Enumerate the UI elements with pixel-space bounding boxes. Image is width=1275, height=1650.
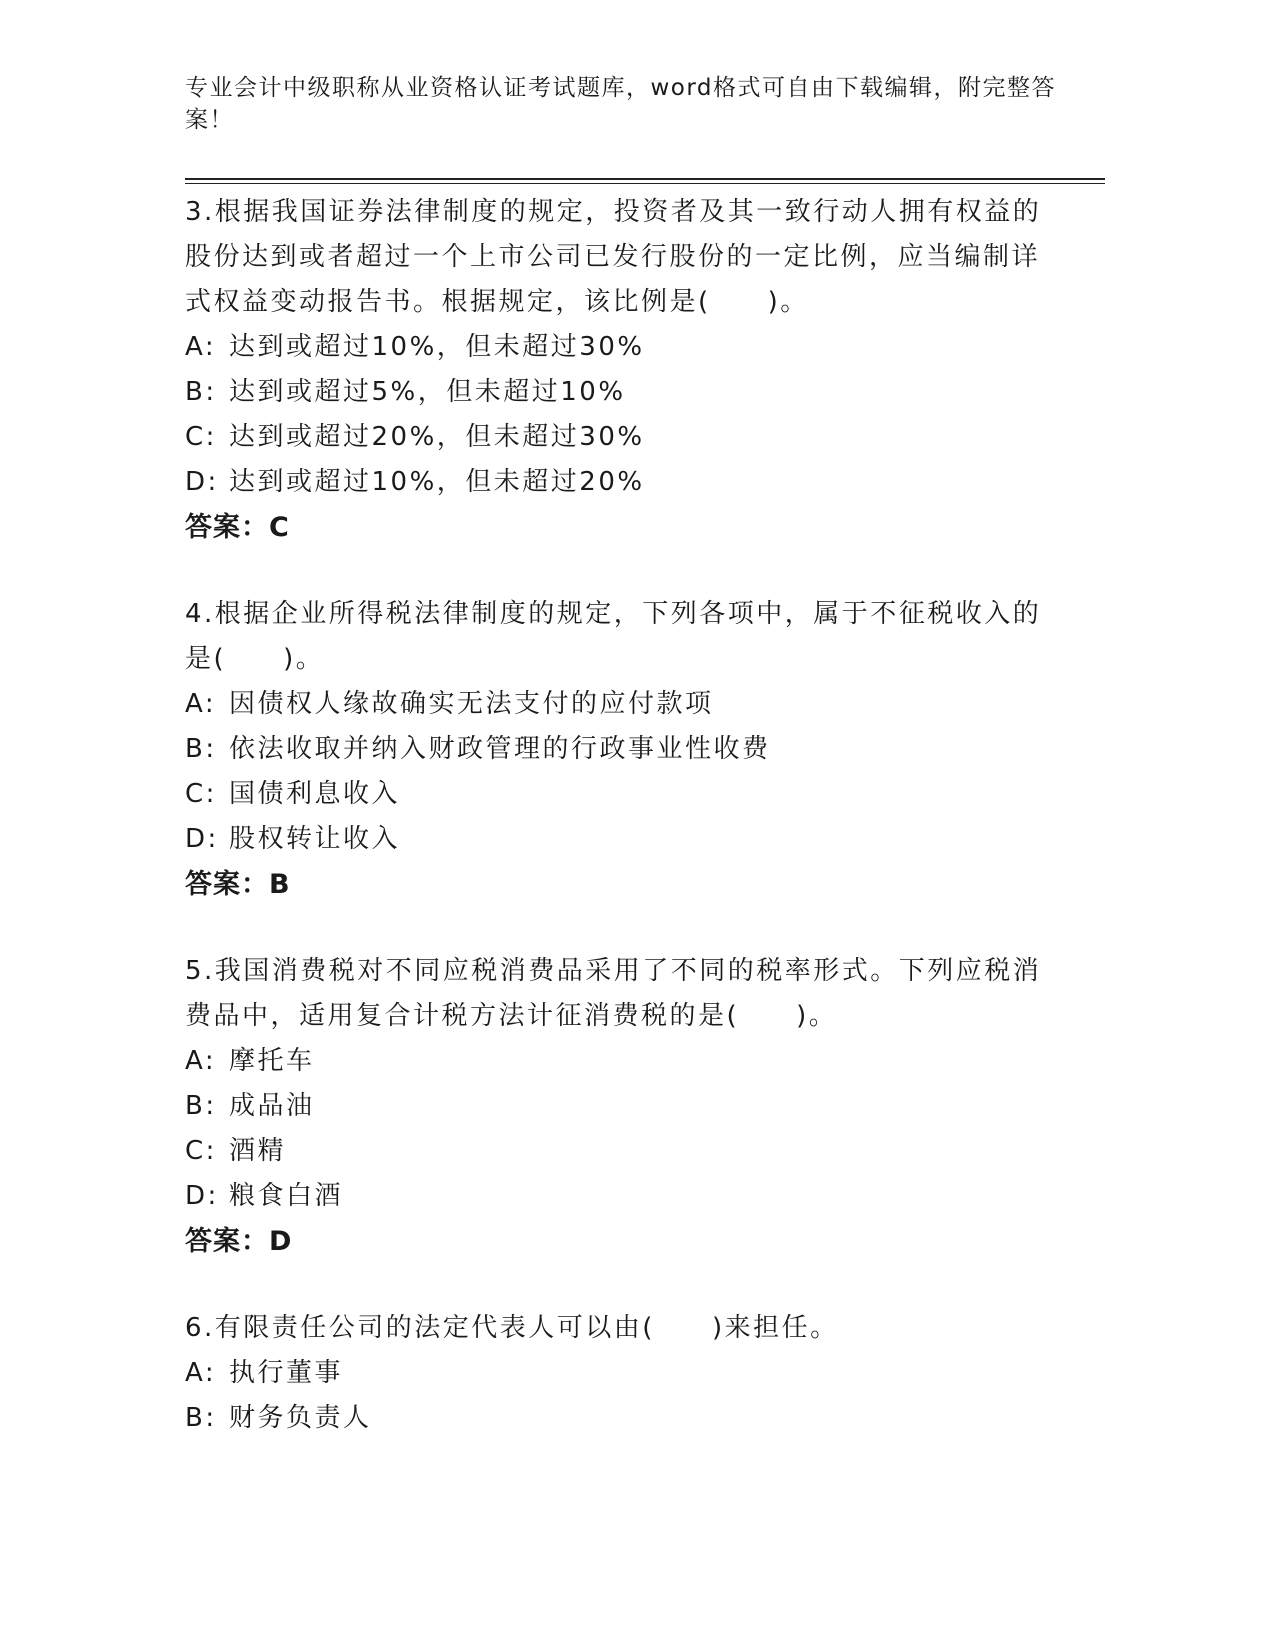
- question-stem: 5.我国消费税对不同应税消费品采用了不同的税率形式。下列应税消费品中，适用复合计税方法计征消费税的是( )。: [185, 956, 1042, 1031]
- option-letter: D:: [185, 467, 219, 497]
- question-6: [185, 1306, 1065, 1441]
- option-b: [185, 1396, 1065, 1441]
- option-text: 依法收取并纳入财政管理的行政事业性收费: [229, 734, 771, 764]
- option-text: 国债利息收入: [229, 779, 401, 809]
- header-divider-thin: [185, 183, 1105, 184]
- question-list: [185, 190, 1065, 1441]
- option-d: [185, 1174, 1065, 1219]
- option-text: 粮食白酒: [229, 1181, 344, 1211]
- option-letter: C:: [185, 779, 217, 809]
- option-c: [185, 1129, 1065, 1174]
- question-3: [185, 190, 1065, 550]
- question-stem: 4.根据企业所得税法律制度的规定，下列各项中，属于不征税收入的是( )。: [185, 599, 1042, 674]
- option-b: [185, 727, 1065, 772]
- option-c: [185, 772, 1065, 817]
- option-letter: A:: [185, 1358, 217, 1388]
- question-spacer: [185, 550, 1065, 592]
- answer-line: 答案：B: [185, 869, 291, 900]
- option-text: 摩托车: [229, 1046, 315, 1076]
- option-a: [185, 1039, 1065, 1084]
- option-letter: B:: [185, 377, 217, 407]
- option-text: 股权转让收入: [229, 824, 401, 854]
- option-a: [185, 1351, 1065, 1396]
- option-letter: B:: [185, 1403, 217, 1433]
- option-letter: C:: [185, 422, 217, 452]
- option-text: 达到或超过5%，但未超过10%: [229, 377, 626, 407]
- option-letter: A:: [185, 332, 217, 362]
- option-letter: D:: [185, 824, 219, 854]
- option-text: 执行董事: [229, 1358, 344, 1388]
- question-stem: 3.根据我国证券法律制度的规定，投资者及其一致行动人拥有权益的股份达到或者超过一个上市公司已发行股份的一定比例，应当编制详式权益变动报告书。根据规定，该比例是( )。: [185, 197, 1042, 317]
- option-b: [185, 370, 1065, 415]
- option-letter: A:: [185, 1046, 217, 1076]
- answer-line: 答案：C: [185, 512, 290, 543]
- option-d: [185, 460, 1065, 505]
- option-c: [185, 415, 1065, 460]
- option-letter: B:: [185, 734, 217, 764]
- option-text: 成品油: [229, 1091, 315, 1121]
- option-d: [185, 817, 1065, 862]
- header-divider-thick: [185, 178, 1105, 180]
- option-letter: A:: [185, 689, 217, 719]
- option-text: 因债权人缘故确实无法支付的应付款项: [229, 689, 714, 719]
- option-text: 达到或超过20%，但未超过30%: [229, 422, 645, 452]
- option-b: [185, 1084, 1065, 1129]
- option-a: [185, 682, 1065, 727]
- question-spacer: [185, 907, 1065, 949]
- option-a: [185, 325, 1065, 370]
- question-spacer: [185, 1264, 1065, 1306]
- question-stem: 6.有限责任公司的法定代表人可以由( )来担任。: [185, 1313, 839, 1343]
- option-letter: D:: [185, 1181, 219, 1211]
- question-4: [185, 592, 1065, 907]
- document-header: 专业会计中级职称从业资格认证考试题库，word格式可自由下载编辑，附完整答案！: [185, 75, 1057, 133]
- option-letter: C:: [185, 1136, 217, 1166]
- option-text: 达到或超过10%，但未超过20%: [229, 467, 645, 497]
- option-text: 酒精: [229, 1136, 287, 1166]
- question-5: [185, 949, 1065, 1264]
- option-letter: B:: [185, 1091, 217, 1121]
- option-text: 达到或超过10%，但未超过30%: [229, 332, 645, 362]
- option-text: 财务负责人: [229, 1403, 372, 1433]
- answer-line: 答案：D: [185, 1226, 293, 1257]
